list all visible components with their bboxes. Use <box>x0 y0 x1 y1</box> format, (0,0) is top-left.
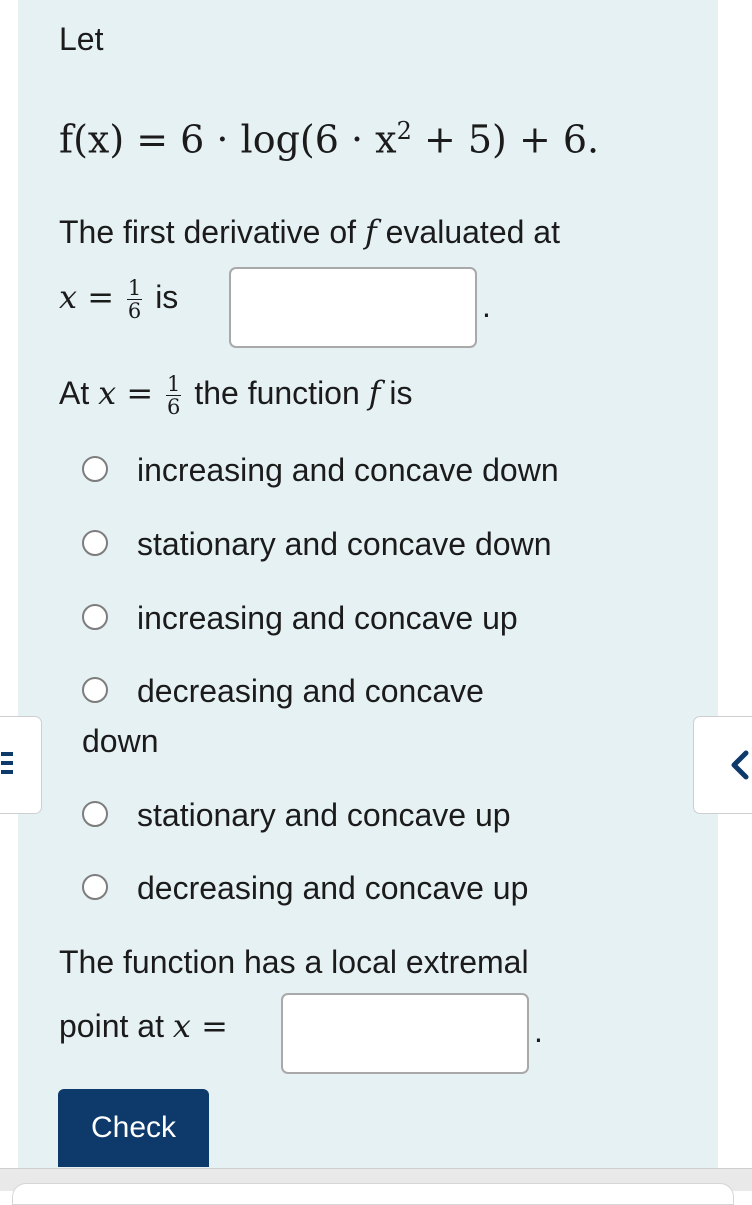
radio-button[interactable] <box>82 604 108 630</box>
function-definition <box>59 107 599 164</box>
fraction-one-sixth: $\frac{1}{6}$ <box>127 276 142 324</box>
option-4-wrap: down <box>82 723 159 759</box>
radio-button[interactable] <box>82 801 108 827</box>
q1-period: . <box>482 288 491 324</box>
q3-line1: The function has a local extremal <box>59 944 529 980</box>
chevron-left-icon <box>694 717 752 815</box>
menu-icon <box>0 717 43 815</box>
bottom-sheet <box>12 1183 734 1205</box>
check-button[interactable]: Check <box>58 1089 209 1167</box>
collapse-button[interactable] <box>693 716 752 814</box>
fraction-one-sixth-2: $\frac{1}{6}$ <box>167 372 181 420</box>
function-lhs: f(x) = 6 · log(6 · x <box>59 117 397 162</box>
extremal-point-input[interactable] <box>281 993 529 1074</box>
q3-period: . <box>534 1013 543 1049</box>
derivative-answer-input[interactable] <box>229 267 477 348</box>
function-exponent: 2 <box>396 117 412 145</box>
q1-line2: x = $\frac{1}{6}$ is <box>59 276 179 324</box>
q1-line1: The first derivative of f evaluated at <box>59 213 560 251</box>
q3-line2: point at x = <box>59 1007 228 1045</box>
radio-button[interactable] <box>82 874 108 900</box>
function-rhs: + 5) + 6. <box>411 117 600 162</box>
bottom-bar <box>0 1168 752 1191</box>
radio-button[interactable] <box>82 456 108 482</box>
menu-button[interactable] <box>0 716 42 814</box>
intro-text: Let <box>59 21 104 57</box>
q2-prompt: At x = $\frac{1}{6}$ the function f is <box>59 372 413 420</box>
radio-button[interactable] <box>82 530 108 556</box>
radio-button[interactable] <box>82 677 108 703</box>
